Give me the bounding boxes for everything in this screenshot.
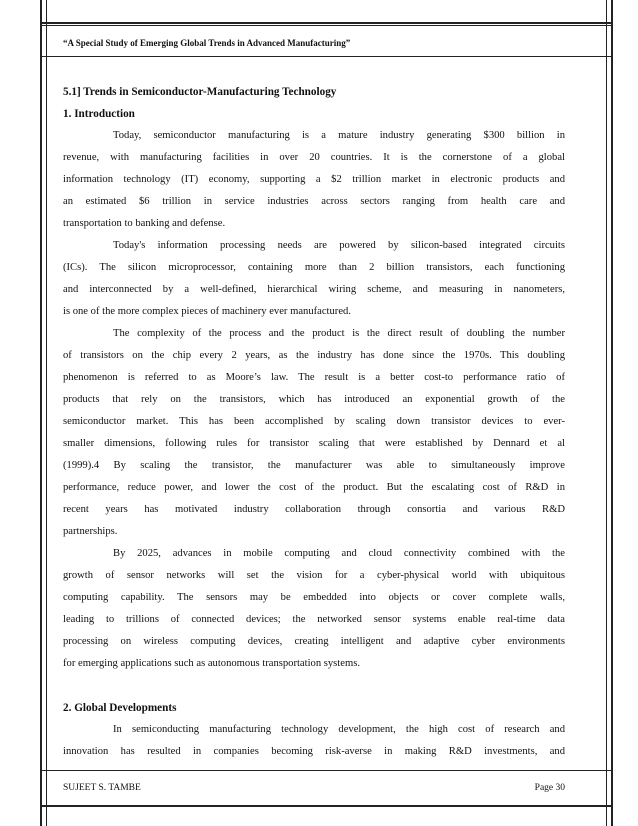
running-header: “A Special Study of Emerging Global Trends in Advanced Manufacturing” xyxy=(63,38,351,48)
subsection-heading-global-developments: 2. Global Developments xyxy=(63,702,177,714)
text-line: and interconnected by a well-defined, hierarchical wiring scheme, and measuring in nanometers, xyxy=(63,284,565,295)
text-line: smaller dimensions, following rules for transistor scaling that were established by Dennard et al xyxy=(63,438,565,449)
text-line: for emerging applications such as autonomous transportation systems. xyxy=(63,658,360,669)
text-line: leading to trillions of connected devices; the networked sensor systems enable real-time data xyxy=(63,614,565,625)
text-line: Today, semiconductor manufacturing is a mature industry generating $300 billion in xyxy=(113,130,565,141)
header-rule-top xyxy=(40,22,613,24)
text-line: innovation has resulted in companies becoming risk-averse in making R&D investments, and xyxy=(63,746,565,757)
footer-rule-bottom xyxy=(40,805,613,807)
text-line: semiconductor market. This has been accomplished by scaling down transistor devices to ever- xyxy=(63,416,565,427)
text-line: phenomenon is referred to as Moore’s law. The result is a better cost-to performance ratio of xyxy=(63,372,565,383)
subsection-heading-introduction: 1. Introduction xyxy=(63,108,135,120)
footer-rule-top xyxy=(40,770,613,771)
text-line: information technology (IT) economy, supporting a $2 trillion market in electronic products and xyxy=(63,174,565,185)
text-line: Today's information processing needs are powered by silicon-based integrated circuits xyxy=(113,240,565,251)
paragraph xyxy=(63,543,565,675)
section-title: 5.1] Trends in Semiconductor-Manufacturing Technology xyxy=(63,86,337,98)
section-spacer xyxy=(63,675,565,697)
header-rule-bottom xyxy=(40,25,613,26)
text-line: By 2025, advances in mobile computing and cloud connectivity combined with the xyxy=(113,548,565,559)
text-line: performance, reduce power, and lower the cost of the product. But the escalating cost of R&D in xyxy=(63,482,565,493)
text-line: is one of the more complex pieces of machinery ever manufactured. xyxy=(63,306,351,317)
text-line: The complexity of the process and the product is the direct result of doubling the number xyxy=(113,328,565,339)
paragraph xyxy=(63,235,565,323)
text-line: recent years has motivated industry collaboration through consortia and various R&D xyxy=(63,504,565,515)
text-line: an estimated $6 trillion in service industries across sectors ranging from health care and xyxy=(63,196,565,207)
text-line: (ICs). The silicon microprocessor, containing more than 2 billion transistors, each functioning xyxy=(63,262,565,273)
text-line: processing on wireless computing devices, creating intelligent and adaptive cyber environments xyxy=(63,636,565,647)
text-line: partnerships. xyxy=(63,526,118,537)
text-line: In semiconducting manufacturing technology development, the high cost of research and xyxy=(113,724,565,735)
header-underline xyxy=(40,56,613,57)
paragraph xyxy=(63,719,565,763)
paragraph xyxy=(63,125,565,235)
text-line: products that rely on the transistors, which has introduced an exponential growth of the xyxy=(63,394,565,405)
text-line: of transistors on the chip every 2 years, as the industry has done since the 1970s. This doubling xyxy=(63,350,565,361)
text-line: (1999).4 By scaling the transistor, the manufacturer was able to simultaneously improve xyxy=(63,460,565,471)
footer-page-number: Page 30 xyxy=(534,783,565,793)
paragraph xyxy=(63,323,565,543)
text-line: computing capability. The sensors may be embedded into objects or cover complete walls, xyxy=(63,592,565,603)
footer-author: SUJEET S. TAMBE xyxy=(63,783,141,793)
text-line: revenue, with manufacturing facilities in over 20 countries. It is the cornerstone of a global xyxy=(63,152,565,163)
text-line: growth of sensor networks will set the vision for a cyber-physical world with ubiquitous xyxy=(63,570,565,581)
text-line: transportation to banking and defense. xyxy=(63,218,226,229)
page-content xyxy=(63,81,565,763)
